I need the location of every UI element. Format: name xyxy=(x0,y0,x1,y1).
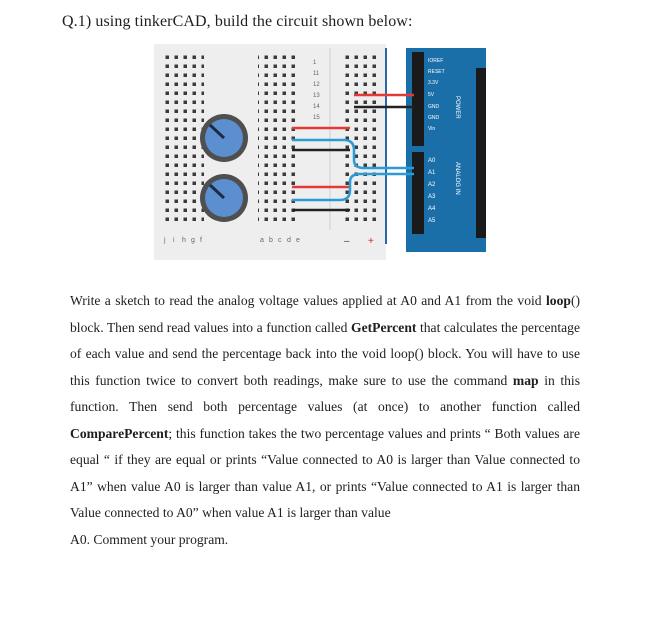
pin-label: GND xyxy=(428,115,440,121)
power-header xyxy=(412,52,424,146)
keyword-map: map xyxy=(512,372,539,388)
text-segment: ; this function takes the two percentage values and prints “ Both values are equal “ if they are equal or prints “Value connected to A0 is larger than Value connected to A1” when value A0 is larger than value A1, or prints “Value connected to A1 is larger than Value connected to A0” when value A1 is larger than value xyxy=(70,425,580,520)
pin-label: A2 xyxy=(428,182,436,188)
text-segment: Write a sketch to read the analog voltage values applied at A0 and A1 from the void xyxy=(70,293,546,308)
text-segment: in this function. Then send both percentage values (at once) to another function called xyxy=(70,372,580,414)
keyword-comparepercent: ComparePercent xyxy=(70,425,169,441)
col-label: h xyxy=(182,237,186,244)
row-number: 15 xyxy=(313,115,320,121)
col-label: g xyxy=(191,237,195,244)
pin-label: A0 xyxy=(428,158,436,164)
potentiometer-2 xyxy=(200,174,248,222)
potentiometer-1 xyxy=(200,114,248,162)
col-label: d xyxy=(287,237,291,244)
pin-label: 3.3V xyxy=(428,80,439,86)
pin-label: 5V xyxy=(428,92,435,98)
pin-label: A4 xyxy=(428,206,436,212)
col-label: e xyxy=(296,237,300,244)
pin-label: A3 xyxy=(428,194,436,200)
arduino-chip xyxy=(476,68,486,238)
row-number: 12 xyxy=(313,82,320,88)
row-number: 1 xyxy=(313,60,317,66)
row-number: 14 xyxy=(313,104,320,110)
text-segment: () block. Then send read values into a function called xyxy=(70,293,580,335)
col-label: j xyxy=(164,237,166,244)
keyword-getpercent: GetPercent xyxy=(351,319,417,335)
circuit-diagram xyxy=(154,44,494,260)
pin-label: GND xyxy=(428,104,440,110)
pin-label: RESET xyxy=(428,69,445,75)
pin-label: IOREF xyxy=(428,58,444,64)
row-number: 11 xyxy=(313,71,320,77)
analog-header xyxy=(412,152,424,234)
rail-plus-label: + xyxy=(368,236,374,247)
instructions-paragraph xyxy=(70,288,580,553)
pin-label: Vin xyxy=(428,126,436,132)
text-segment-last: A0. Comment your program. xyxy=(70,531,229,547)
analog-in-label: ANALOG IN xyxy=(454,162,460,195)
text-segment: that calculates the percentage of each value and send the percentage back into the void loop() block. You will have to use this function twice to convert both readings, make sure to use the command xyxy=(70,319,580,388)
col-label: f xyxy=(200,237,202,244)
row-number: 13 xyxy=(313,93,320,99)
question-title: Q.1) using tinkerCAD, build the circuit shown below: xyxy=(62,13,413,30)
col-label: a xyxy=(260,237,264,244)
col-label: c xyxy=(278,237,282,244)
circuit-figure xyxy=(154,44,494,260)
col-label: i xyxy=(173,237,175,244)
col-label: b xyxy=(269,237,273,244)
breadboard-holes-left xyxy=(160,54,204,224)
power-label: POWER xyxy=(454,96,460,119)
pin-label: A1 xyxy=(428,170,436,176)
keyword-loop: loop xyxy=(546,293,571,308)
pin-label: A5 xyxy=(428,218,436,224)
rail-minus-label: – xyxy=(344,236,350,247)
